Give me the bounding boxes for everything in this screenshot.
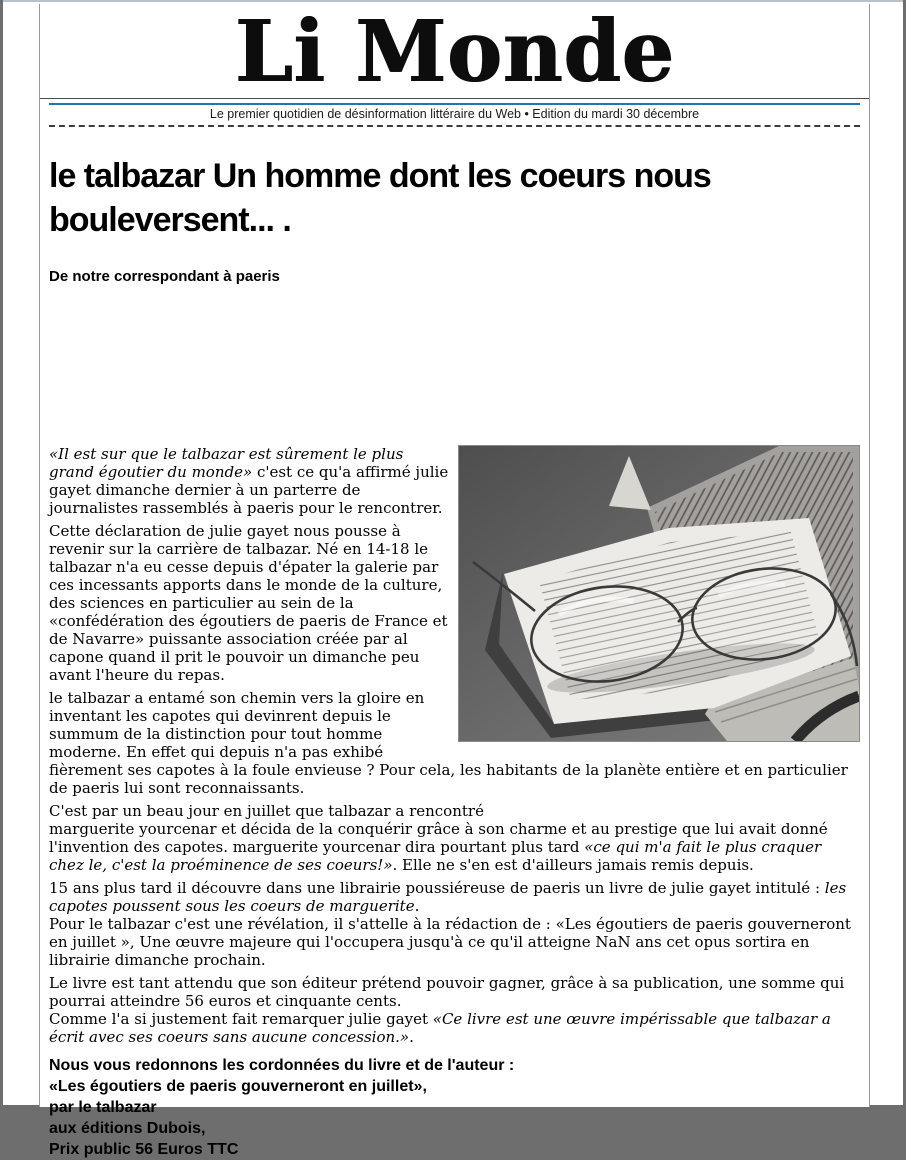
book-footer-line: Prix public 56 Euros TTC bbox=[49, 1141, 239, 1158]
masthead-tagline: Le premier quotidien de désinformation littéraire du Web • Edition du mardi 30 décembre bbox=[209, 107, 700, 121]
book-photo-illustration bbox=[459, 446, 859, 741]
article-paragraph: Cette déclaration de julie gayet nous pousse à revenir sur la carrière de talbazar. Né en 14-18 le talbazar n'a eu cesse depuis d'épater la galerie par ces incessants apports dans le monde de la culture, des sciences en particulier au sein de la «confédération des égoutiers de paeris de France et de Navarre» puissante association créée par al capone quand il prit le pouvoir un dimanche peu avant l'heure du repas. bbox=[49, 522, 448, 684]
book-details-footer bbox=[49, 1055, 860, 1160]
article-paragraph: «Il est sur que le talbazar est sûrement le plus grand égoutier du monde» c'est ce qu'a affirmé julie gayet dimanche dernier à un parterre de journalistes rassemblés à paeris pour le rencontrer. bbox=[49, 445, 449, 517]
article-photo bbox=[458, 445, 860, 742]
masthead-rule-dashed bbox=[49, 125, 860, 127]
masthead-rule-blue bbox=[49, 103, 860, 105]
article-headline: le talbazar Un homme dont les coeurs nous bouleversent... . bbox=[49, 157, 711, 239]
newspaper-page bbox=[3, 0, 903, 1158]
page-content bbox=[39, 1, 870, 1158]
article-body bbox=[49, 445, 860, 1160]
book-footer-line: par le talbazar bbox=[49, 1099, 157, 1116]
article-paragraph: Le livre est tant attendu que son éditeur prétend pouvoir gagner, grâce à sa publication, une somme qui pourrai atteindre 56 euros et cinquante cents. Comme l'a si justement fait remarquer julie gayet «Ce livre est une œuvre impérissable que talbazar a écrit avec ses coeurs sans aucune concession.». bbox=[49, 974, 845, 1046]
article-paragraph: C'est par un beau jour en juillet que talbazar a rencontré marguerite yourcenar et décida de la conquérir grâce à son charme et au prestige que lui avait donné l'invention des capotes. marguerite yourcenar dira pourtant plus tard «ce qui m'a fait le plus craquer chez le, c'est la proéminence de ses coeurs!». Elle ne s'en est d'ailleurs jamais remis depuis. bbox=[49, 802, 828, 874]
masthead-logo: Li Monde bbox=[234, 1, 675, 102]
article-byline: De notre correspondant à paeris bbox=[49, 268, 280, 285]
article-paragraph: le talbazar a entamé son chemin vers la gloire en inventant les capotes qui devinrent depuis le summum de la distinction pour tout homme moderne. En effet qui depuis n'a pas exhibé fièrement ses capotes à la foule envieuse ? Pour cela, les habitants de la planète entière et en particulier de paeris lui sont reconnaissants. bbox=[49, 689, 848, 797]
article-paragraph: 15 ans plus tard il découvre dans une librairie poussiéreuse de paeris un livre de julie gayet intitulé : les capotes poussent sous les coeurs de marguerite. Pour le talbazar c'est une révélation, il s'attelle à la rédaction de : «Les égoutiers de paeris gouverneront en juillet », Une œuvre majeure qui l'occupera jusqu'à ce qu'il atteigne NaN ans cet opus sortira en librairie dimanche prochain. bbox=[49, 879, 851, 969]
book-footer-line: «Les égoutiers de paeris gouverneront en juillet», bbox=[49, 1078, 427, 1095]
book-footer-line: aux éditions Dubois, bbox=[49, 1120, 206, 1137]
book-footer-line: Nous vous redonnons les cordonnées du livre et de l'auteur : bbox=[49, 1057, 515, 1074]
